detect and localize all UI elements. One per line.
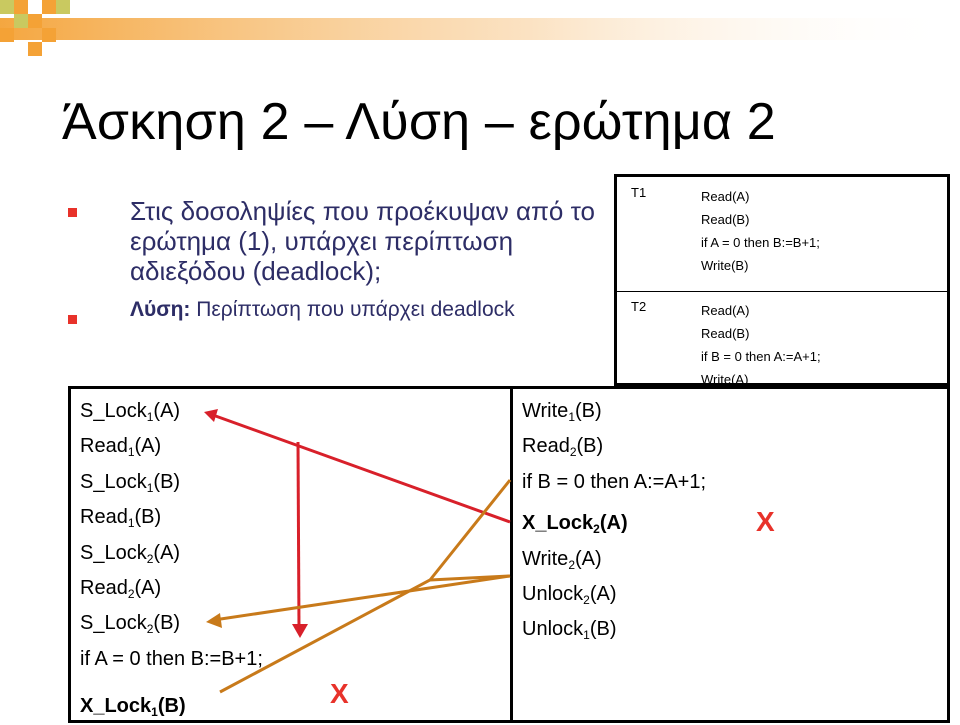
bullet-list — [62, 196, 622, 324]
bullet-question: Στις δοσοληψίες που προέκυψαν από το ερώτημα (1), υπάρχει περίπτωση αδιεξόδου (deadlock); — [130, 196, 595, 286]
bullet-square-icon — [68, 208, 77, 217]
decor-square — [14, 0, 28, 14]
answer-text: Περίπτωση που υπάρχει deadlock — [190, 298, 515, 321]
decor-square — [14, 14, 28, 28]
transaction-name: T2 — [631, 299, 647, 314]
answer-label: Λύση: — [130, 298, 191, 321]
schedule-op: if A = 0 then B:=B+1; — [80, 647, 263, 670]
transaction-name: T1 — [631, 185, 647, 200]
decor-square — [0, 0, 14, 14]
schedule-op: if B = 0 then A:=A+1; — [522, 470, 707, 493]
schedule-op: S_Lock$_2$(B) — [80, 612, 181, 637]
transaction-op: if A = 0 then B:=B+1; — [701, 235, 820, 250]
decor-square — [42, 28, 56, 42]
transaction-op: Read(B) — [701, 326, 750, 341]
schedule-op-xlock: X_Lock$_1$(B) — [80, 695, 186, 720]
bullet-answer — [130, 296, 622, 324]
decor-square — [28, 14, 42, 28]
transactions-table — [614, 174, 950, 386]
decor-square — [0, 28, 14, 42]
schedule-right-ops — [522, 394, 706, 648]
page-title: Άσκηση 2 – Λύση – ερώτημα 2 — [62, 93, 776, 151]
schedule-op: Write$_1$(B) — [522, 400, 602, 424]
bullet-item — [62, 296, 622, 324]
schedule-op: Read$_1$(A) — [80, 435, 162, 460]
transaction-op: Read(B) — [701, 212, 750, 227]
schedule-op: Read$_1$(B) — [80, 506, 162, 531]
blocked-x-mark: X — [756, 506, 775, 537]
schedule-op: S_Lock$_2$(A) — [80, 541, 181, 566]
decor-square — [56, 0, 70, 14]
transaction-op: Write(A) — [701, 372, 749, 387]
schedule-op: Read$_2$(B) — [522, 435, 604, 460]
schedule-op-xlock: X_Lock$_2$(A) — [522, 512, 628, 537]
schedule-op: Write$_2$(A) — [522, 547, 602, 572]
schedule-op: Unlock$_1$(B) — [522, 618, 617, 643]
schedule-op: S_Lock$_1$(B) — [80, 470, 181, 495]
schedule-op: Unlock$_2$(A) — [522, 583, 617, 608]
bullet-square-icon — [68, 315, 77, 324]
transaction-ops — [701, 185, 820, 277]
transaction-op: Write(B) — [701, 258, 749, 273]
header-decoration — [0, 0, 960, 60]
schedule-op: Read$_2$(A) — [80, 577, 162, 602]
transaction-op: Read(A) — [701, 303, 750, 318]
transaction-ops — [701, 299, 821, 391]
decor-square — [28, 42, 42, 56]
decor-square — [42, 0, 56, 14]
transaction-row — [617, 291, 947, 389]
transaction-op: Read(A) — [701, 189, 750, 204]
bullet-item — [62, 196, 622, 286]
schedule-left-ops — [80, 394, 263, 725]
header-band — [0, 18, 960, 40]
transaction-op: if B = 0 then A:=A+1; — [701, 349, 821, 364]
transaction-row — [617, 177, 947, 292]
blocked-x-mark: X — [330, 678, 349, 709]
schedule-op: S_Lock$_1$(A) — [80, 400, 181, 424]
